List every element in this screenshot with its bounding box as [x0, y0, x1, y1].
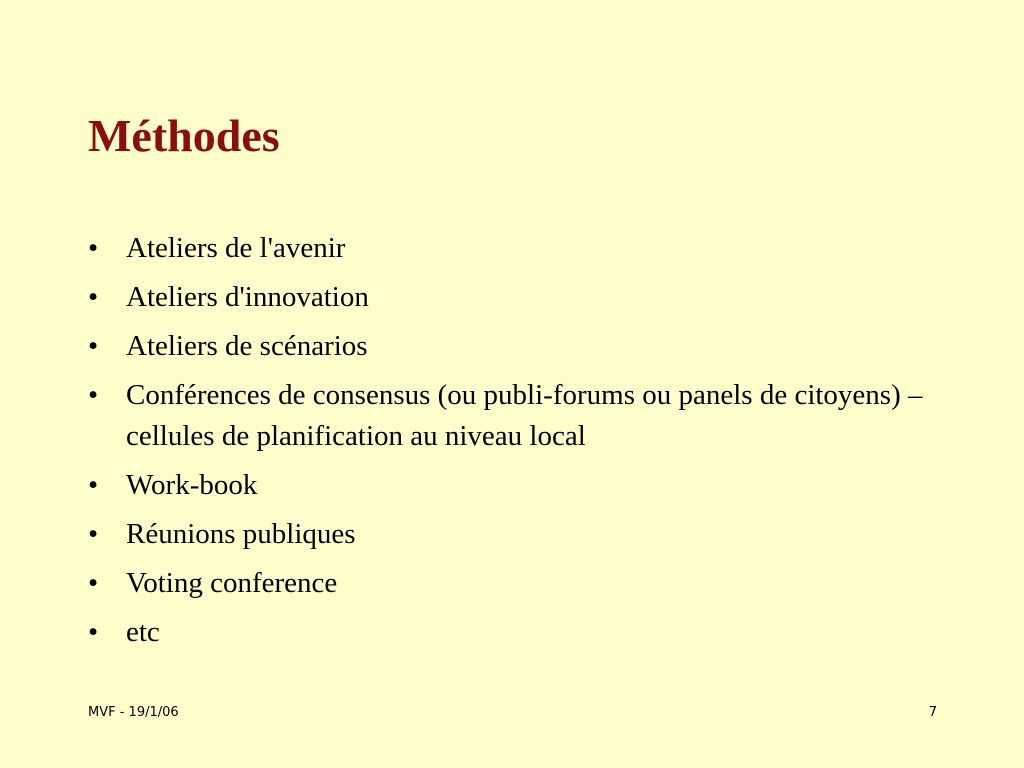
bullet-icon: • — [88, 281, 99, 313]
bullet-item — [88, 612, 948, 653]
bullet-item — [88, 375, 948, 457]
bullet-icon: • — [88, 379, 99, 411]
bullet-icon: • — [88, 567, 99, 599]
page-number: 7 — [928, 705, 937, 720]
bullet-text: Conférences de consensus (ou publi-forums ou panels de citoyens) – cellules de planification au niveau local — [126, 379, 923, 452]
slide-title: Méthodes — [88, 110, 280, 161]
bullet-item — [88, 228, 948, 269]
bullet-item — [88, 514, 948, 555]
bullet-icon: • — [88, 616, 99, 648]
bullet-text: Ateliers d'innovation — [126, 281, 369, 313]
bullet-item — [88, 465, 948, 506]
bullet-icon: • — [88, 232, 99, 264]
bullet-item — [88, 326, 948, 367]
bullet-text: Voting conference — [126, 567, 338, 599]
bullet-text: Work-book — [126, 469, 258, 501]
bullet-icon: • — [88, 518, 99, 550]
bullet-text: Ateliers de l'avenir — [126, 232, 346, 264]
footer-date: MVF - 19/1/06 — [88, 705, 179, 720]
bullet-list — [88, 228, 948, 661]
bullet-text: Réunions publiques — [126, 518, 356, 550]
bullet-icon: • — [88, 469, 99, 501]
bullet-text: Ateliers de scénarios — [126, 330, 368, 362]
bullet-item — [88, 563, 948, 604]
bullet-item — [88, 277, 948, 318]
bullet-icon: • — [88, 330, 99, 362]
bullet-text: etc — [126, 616, 160, 648]
